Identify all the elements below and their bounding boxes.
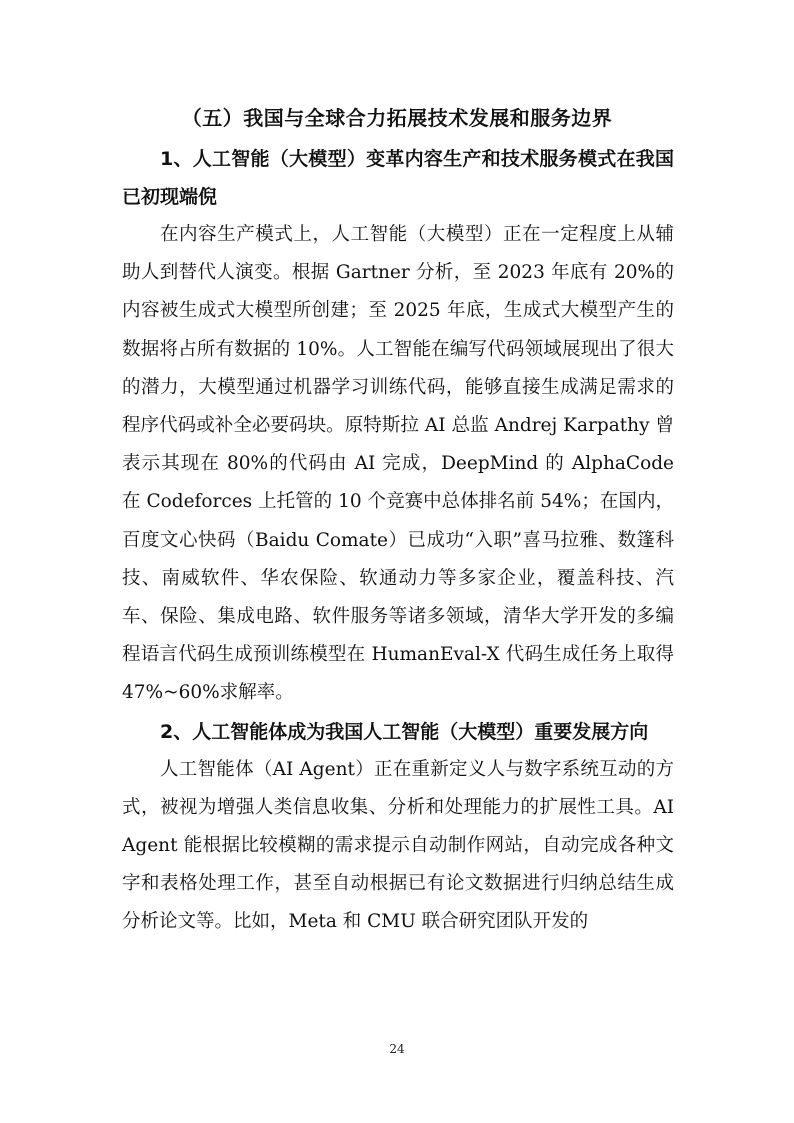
subsection-1-heading: 1、人工智能（大模型）变革内容生产和技术服务模式在我国已初现端倪 [122,148,674,208]
subsection-2-paragraph: 人工智能体（AI Agent）正在重新定义人与数字系统互动的方式，被视为增强人类信息收集、分析和处理能力的扩展性工具。AI Agent 能根据比较模糊的需求提示自动制作网站，自动完成各种文字和表格处理工作，甚至自动根据已有论文数据进行归纳总结生成分析论文等。比如，Meta 和 CMU 联合研究团队开发的 [122,758,674,933]
subsection-2-heading: 2、人工智能体成为我国人工智能（大模型）重要发展方向 [160,720,649,743]
section-title: （五）我国与全球合力拓展技术发展和服务边界 [181,106,613,130]
body-content [122,140,674,942]
page-number: 24 [389,1042,405,1056]
subsection-1-paragraph: 在内容生产模式上，人工智能（大模型）正在一定程度上从辅助人到替代人演变。根据 Gartner 分析，至 2023 年底有 20%的内容被生成式大模型所创建；至 2025 年底，生成式大模型产生的数据将占所有数据的 10%。人工智能在编写代码领域展现出了很大的潜力，大模型通过机器学习训练代码，能够直接生成满足需求的程序代码或补全必要码块。原特斯拉 AI 总监 Andrej Karpathy 曾表示其现在 80%的代码由 AI 完成，DeepMind 的 AlphaCode 在 Codeforces 上托管的 10 个竞赛中总体排名前 54%；在国内，百度文心快码（Baidu Comate）已成功“入职”喜马拉雅、数篷科技、南威软件、华农保险、软通动力等多家企业，覆盖科技、汽车、保险、集成电路、软件服务等诸多领域，清华大学开发的多编程语言代码生成预训练模型在 HumanEval-X 代码生成任务上取得 47%~60%求解率。 [122,224,674,704]
